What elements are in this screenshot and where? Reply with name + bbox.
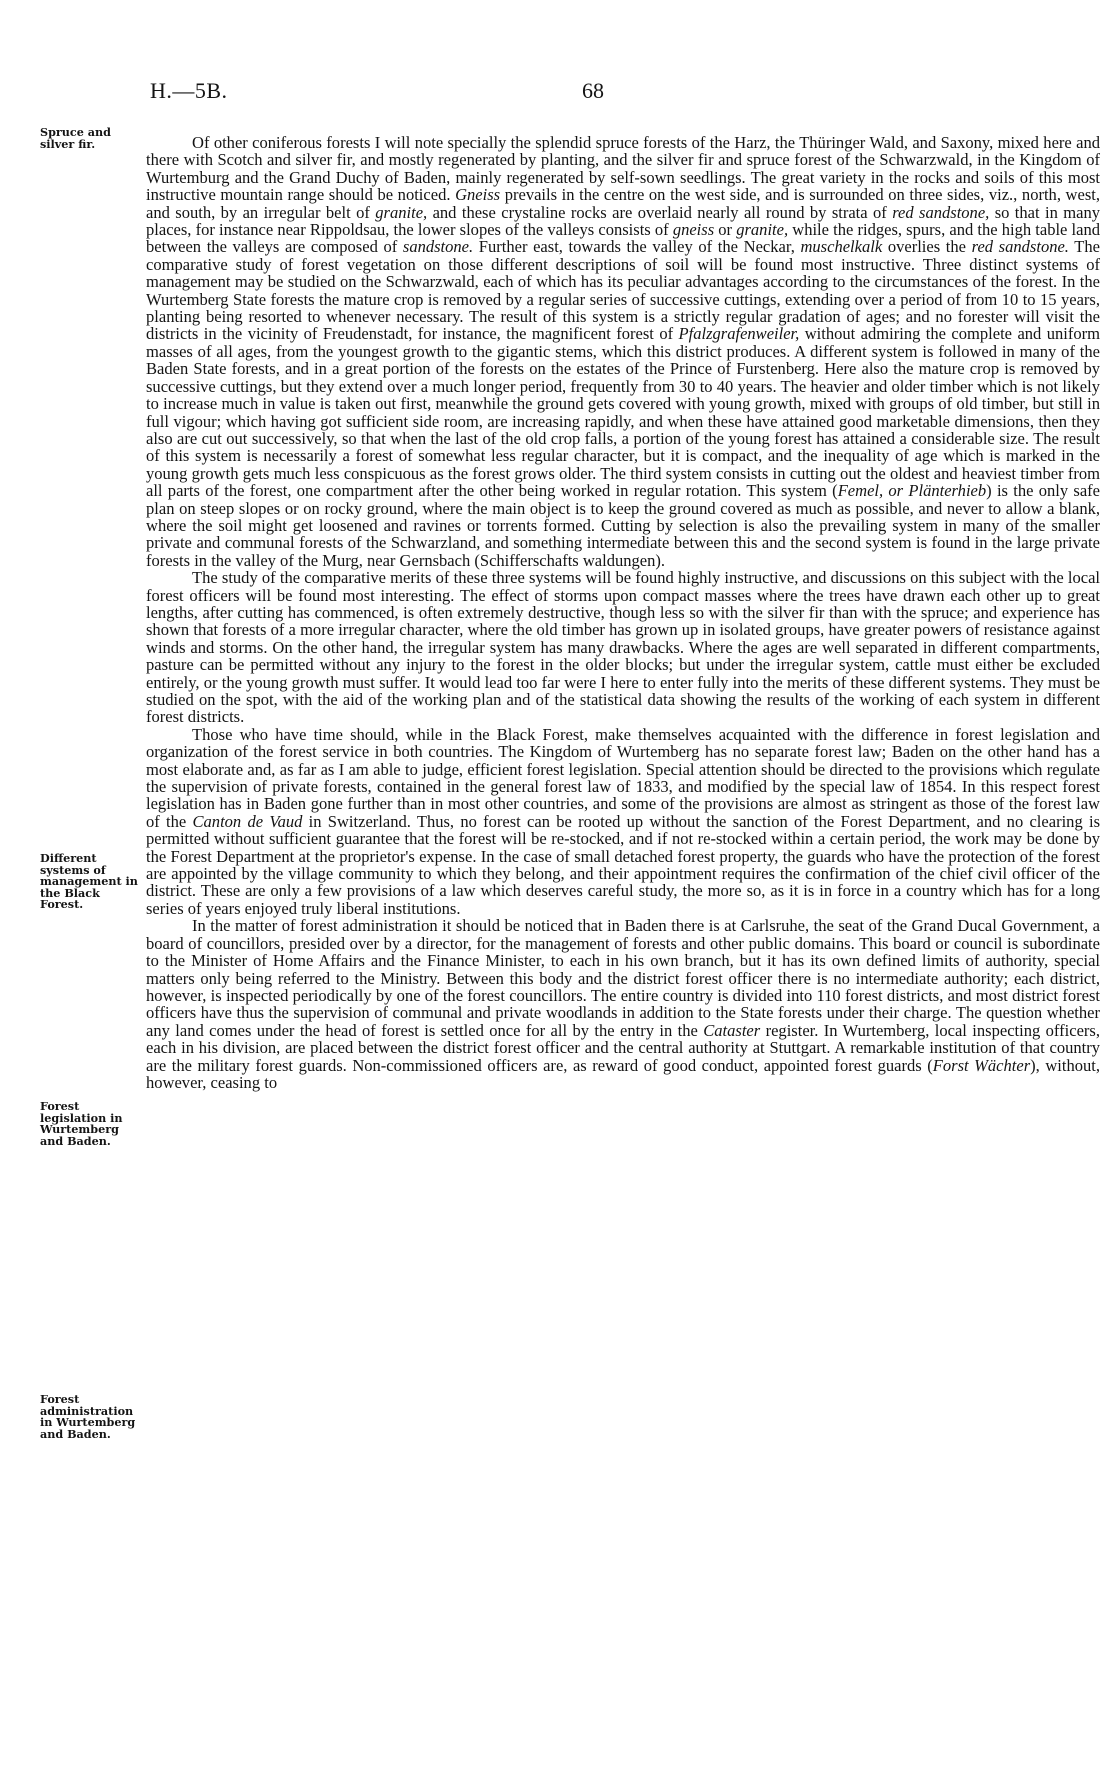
italic-term: Cataster [703, 1020, 761, 1040]
italic-term: gneiss [672, 220, 715, 240]
margin-note-forest-administration: Forest administration in Wurtemberg and Baden. [40, 1392, 136, 1441]
italic-term: Forst Wächter [932, 1055, 1031, 1075]
italic-term: sandstone. [402, 237, 474, 257]
paragraph-forest-legislation: Those who have time should, while in the Black Forest, make themselves acquainted with the difference in forest legislation and organization of the forest service in both countries. The Kingdom of Wurtemberg has no separate forest law; Baden on the other hand has a most elaborate and, as far as I am able to judge, efficient forest legislation. Special attention should be directed to the provisions which regulate the supervision of private forests, contained in the general forest law of 1833, and modified by the special law of 1854. In this respect forest legislation has in Baden gone further than in most other countries, and some of the provisions are almost as stringent as those of the forest law of the Canton de Vaud in Switzerland. Thus, no forest can be rooted up without the sanction of the Forest Department, and no clearing is permitted without sufficient guarantee that the forest will be re-stocked, and if not re-stocked within a certain period, the work may be done by the Forest Department at the proprietor's expense. In the case of small detached forest property, the guards who have the protection of the forest are appointed by the village community to which they belong, and their appointment requires the confirmation of the chief civil officer of the district. These are only a few provisions of a law which deserves careful study, the more so, as it is in force in a country which has for a long series of years enjoyed truly liberal institutions. [146, 724, 1101, 918]
italic-term: granite, [375, 202, 428, 222]
paragraph-forest-administration: In the matter of forest administration it should be noticed that in Baden there is at Carlsruhe, the seat of the Grand Ducal Government, a board of councillors, presided over by a director, for the management of forests and other public domains. This board or council is subordinate to the Minister of Home Affairs and the Finance Minister, to each in his own branch, but it has its own defined limits of authority, special matters only being referred to the Ministry. Between this body and the district forest officer there is no intermediate authority; each district, however, is inspected periodically by one of the forest councillors. The entire country is divided into 110 forest districts, and most district forest officers have thus the supervision of communal and private woodlands in addition to the State forests under their charge. The question whether any land comes under the head of forest is settled once for all by the entry in the Cataster register. In Wurtemberg, local inspecting officers, each in his division, are placed between the district forest officer and the central authority at Stuttgart. A remarkable institution of that country are the military forest guards. Non-commissioned officers are, as reward of good conduct, appointed forest guards (Forst Wächter), without, however, ceasing to [146, 916, 1100, 1092]
page-header [150, 78, 1108, 104]
italic-term: red sandstone. [971, 237, 1069, 257]
margin-note-management-systems: Different systems of management in the Black Forest. [40, 851, 138, 912]
italic-term: red sandstone, [892, 202, 990, 222]
italic-term: Femel, or Plänterhieb [837, 481, 987, 501]
italic-term: muschelkalk [800, 237, 883, 257]
italic-term: Gneiss [455, 185, 501, 205]
body-text [146, 134, 1100, 1091]
paragraph-spruce-forests: Of other coniferous forests I will note specially the splendid spruce forests of the Harz, the Thüringer Wald, and Saxony, mixed here and there with Scotch and silver fir, and mostly regenerated by planting, and the silver fir and spruce forest of the Schwarzwald, in the Kingdom of Wurtemburg and the Grand Duchy of Baden, mainly regenerated by self-sown seedlings. The great variety in the rocks and soils of this most instructive mountain range should be noticed. Gneiss prevails in the centre on the west side, and is surrounded on three sides, viz., north, west, and south, by an irregular belt of granite, and these crystaline rocks are overlaid nearly all round by strata of red sandstone, so that in many places, for instance near Rippoldsau, the lower slopes of the valleys consists of gneiss or granite, while the ridges, spurs, and the high table land between the valleys are composed of sandstone. Further east, towards the valley of the Neckar, muschelkalk overlies the red sandstone. The comparative study of forest vegetation on those different descriptions of soil will be found most instructive. Three distinct systems of management may be studied on the Schwarzwald, each of which has its peculiar advantages according to the circumstances of the forest. In the Wurtemberg State forests the mature crop is removed by a regular series of successive cuttings, extending over a period of from 10 to 15 years, planting being resorted to whenever necessary. The result of this system is a strictly regular gradation of ages; and no forester will visit the districts in the vicinity of Freudenstadt, for instance, the magnificent forest of Pfalzgrafenweiler, without admiring the complete and uniform masses of all ages, from the youngest growth to the gigantic stems, which this district produces. A different system is followed in many of the Baden State forests, and in a great portion of the forests on the estates of the Prince of Furstenberg. Here also the mature crop is removed by successive cuttings, but they extend over a much longer period, frequently from 30 to 40 years. The heavier and older timber which is not likely to increase much in value is taken out first, meanwhile the ground gets covered with young growth, mixed with groups of old timber, but still in full vigour; which having got sufficient side room, are increasing rapidly, and when these have attained good marketable dimensions, then they also are cut out successively, so that when the last of the old crop falls, a portion of the young forest has attained a considerable size. The result of this system is necessarily a forest of somewhat less regular character, but it is compact, and the inequality of age which is marked in the young growth gets much less conspicuous as the forest grows older. The third system consists in cutting out the oldest and heaviest timber from all parts of the forest, one compartment after the other being worked in regular rotation. This system (Femel, or Plänterhieb) is the only safe plan on steep slopes or on rocky ground, where the main object is to keep the ground covered as much as possible, and never to allow a blank, where the soil might get loosened and ravines or torrents formed. Cutting by selection is also the prevailing system in many of the smaller private and communal forests of the Schwarzland, and something intermediate between this and the second system is found in the large private forests in the valley of the Murg, near Gernsbach (Schifferschafts waldungen). [146, 133, 1100, 570]
margin-note-spruce: Spruce and silver fir. [40, 125, 111, 151]
page-number: 68 [582, 78, 604, 103]
margin-note-forest-legislation: Forest legislation in Wurtemberg and Baden. [40, 1099, 123, 1148]
italic-term: granite, [736, 220, 789, 240]
paragraph-comparative-merits: The study of the comparative merits of these three systems will be found highly instructive, and discussions on this subject with the local forest officers will be found most interesting. The effect of storms upon compact masses where the trees have drawn each other up to great lengths, after cutting has commenced, is often extremely destructive, though less so with the silver fir than with the spruce; and experience has shown that forests of a more irregular character, where the old timber has grown up in isolated groups, have greater powers of resistance against winds and storms. On the other hand, the irregular system has many drawbacks. Where the ages are well separated in different compartments, pasture can be permitted without any injury to the forest in the older blocks; but under the irregular system, cattle must either be excluded entirely, or the young growth must suffer. It would lead too far were I here to enter fully into the merits of these different systems. They must be studied on the spot, with the aid of the working plan and of the statistical data showing the results of the working of each system in different forest districts. [146, 568, 1100, 727]
italic-term: Pfalzgrafenweiler, [678, 324, 800, 344]
page-reference: H.—5B. [150, 78, 228, 103]
italic-term: Canton de Vaud [192, 811, 303, 831]
